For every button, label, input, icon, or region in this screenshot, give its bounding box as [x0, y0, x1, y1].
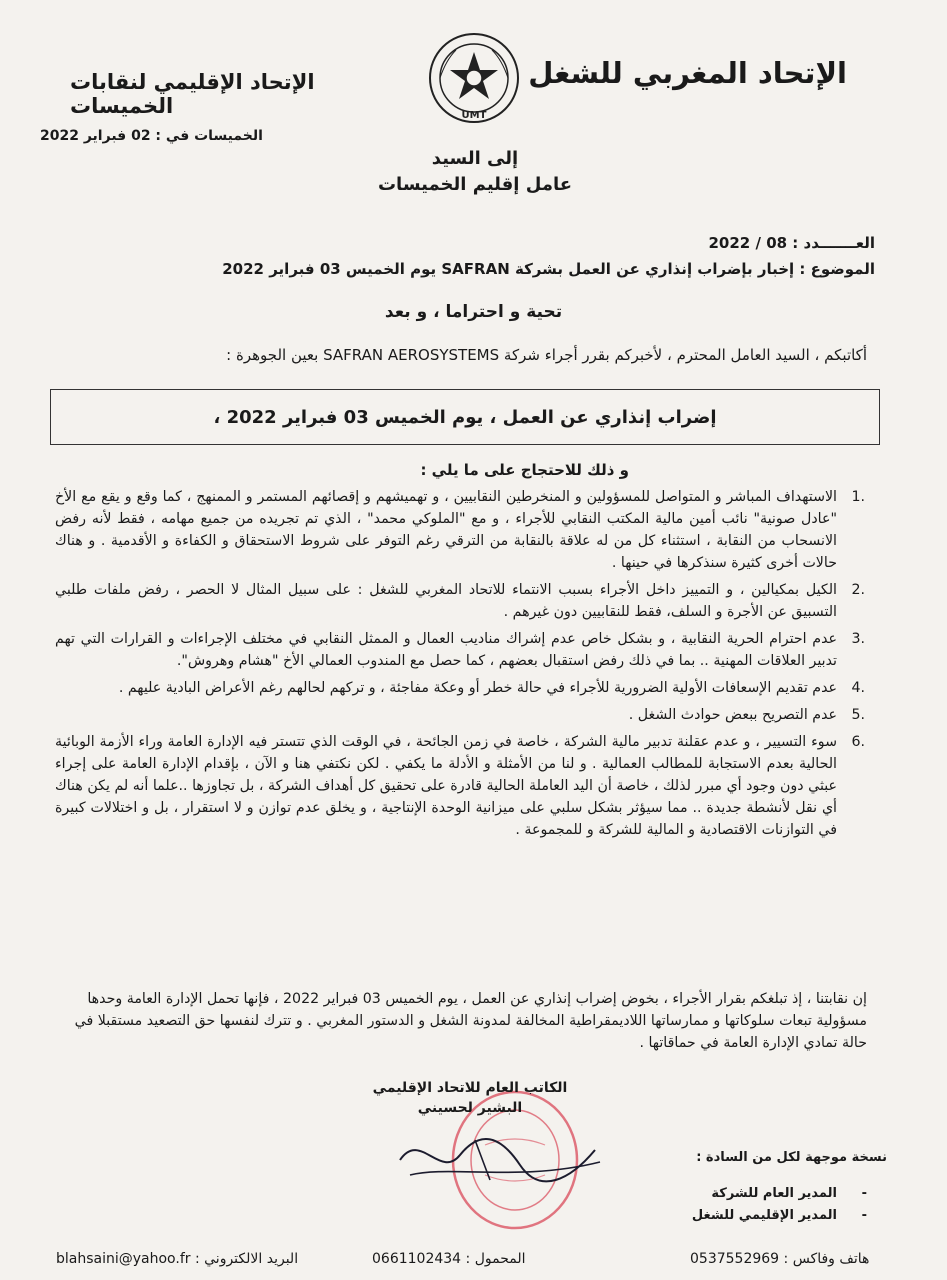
footer-email: البريد الالكتروني : blahsaini@yahoo.fr	[56, 1251, 299, 1267]
addressee-block	[240, 146, 710, 198]
union-emblem-icon	[426, 30, 522, 126]
copies-list	[567, 1183, 867, 1227]
handwritten-signature-icon	[380, 1120, 610, 1190]
header-right-title: الإتحاد المغربي للشغل	[528, 56, 847, 90]
list-item: 4. عدم تقديم الإسعافات الأولية الضرورية للأجراء في حالة خطر أو وعكة مفاجئة ، و تركهم لحالهم رغم الأعراض البادية عليهم .	[118, 680, 865, 696]
list-item: 1. الاستهداف المباشر و المتواصل للمسؤولين و المنخرطين النقابيين ، و تهميشهم و إقصائهم المستمر و الممنهج ، كما وقع و يقع مع الأخ "عادل صونية" نائب أمين مالية المكتب النقابي للأجراء ، و مع "الملوكي محمد" ، الذي تم تجريده من جميع مهامه ، فقط لأنه رفض الانسحاب من النقابة ، استثناء كل من له علاقة بالنقابة من الترقي رغم التوفر على شروط الاستحقاق و الكفاءة و الأقدمية . و هناك حالات أخرى كثيرة سنذكرها في حينها .	[55, 489, 865, 571]
list-item: -المدير العام للشركة	[711, 1186, 867, 1201]
logo-text: UMT	[461, 110, 487, 121]
signature-block	[345, 1078, 595, 1118]
addressee-line-1: إلى السيد	[431, 148, 519, 169]
date-line: الخميسات في : 02 فبراير 2022	[40, 128, 263, 144]
footer-mobile: المحمول : 0661102434	[372, 1251, 526, 1267]
list-item: 2. الكيل بمكيالين ، و التمييز داخل الأجراء بسبب الانتماء للاتحاد المغربي للشغل : على سبيل المثال لا الحصر ، رفض ملفات طلبي التسبيق عن الأجرة و السلف، فقط للنقابيين دون غيرهم .	[55, 582, 865, 620]
reasons-list	[55, 486, 865, 846]
list-item: 5. عدم التصريح ببعض حوادث الشغل .	[628, 707, 865, 723]
reference-number: العـــــــدد : 08 / 2022	[708, 234, 875, 252]
signatory-title: الكاتب العام للاتحاد الإقليمي	[372, 1080, 568, 1096]
conclusion-paragraph: إن نقابتنا ، إذ تبلغكم بقرار الأجراء ، بخوض إضراب إنذاري عن العمل ، يوم الخميس 03 فبراير 2022 ، فإنها تحمل الإدارة العامة وحدها مسؤولية تبعات سلوكاتها و ممارساتها اللاديمقراطية المخالفة لمدونة الشغل و الدستور المغربي . و تترك لنفسها حق التصعيد مستقبلا في حالة تمادي الإدارة العامة في حماقاتها .	[74, 991, 867, 1051]
greeting: تحية و احتراما ، و بعد	[384, 302, 563, 322]
copies-title: نسخة موجهة لكل من السادة :	[696, 1150, 887, 1165]
reference-subject: الموضوع : إخبار بإضراب إنذاري عن العمل بشركة SAFRAN يوم الخميس 03 فبراير 2022	[222, 260, 875, 278]
header-left-title: الإتحاد الإقليمي لنقابات الخميسات	[70, 70, 315, 118]
list-item: -المدير الإقليمي للشغل	[691, 1208, 867, 1223]
list-heading: و ذلك للاحتجاج على ما يلي :	[420, 461, 629, 479]
intro-paragraph: أكاتبكم ، السيد العامل المحترم ، لأخبركم بقرر أجراء شركة SAFRAN AEROSYSTEMS بعين الجوهرة :	[226, 346, 867, 364]
signatory-name: البشير لحسيني	[417, 1100, 523, 1116]
list-item: 3. عدم احترام الحرية النقابية ، و بشكل خاص عدم إشراك مناديب العمال و الممثل النقابي في مختلف الإجراءات و القرارات التي تهم تدبير العلاقات المهنية .. بما في ذلك رفض استقبال بعضهم ، كما حصل مع المندوب العمالي الأخ "هشام وهروش".	[55, 631, 865, 669]
strike-notice-text: إضراب إنذاري عن العمل ، يوم الخميس 03 فبراير 2022 ،	[213, 407, 717, 428]
addressee-line-2: عامل إقليم الخميسات	[377, 174, 573, 195]
strike-notice-box	[50, 389, 880, 445]
reference-block	[75, 230, 875, 282]
footer-fax: هاتف وفاكس : 0537552969	[690, 1251, 870, 1267]
list-item: 6. سوء التسيير ، و عدم عقلنة تدبير مالية الشركة ، خاصة في زمن الجائحة ، في الوقت الذي تتستر فيه الإدارة العامة وراء الأزمة الوبائية الحالية بعدم الاستجابة للمطالب العمالية . و لنا من الأمثلة و الأدلة ما يكفي . لكن نكتفي هنا و الآن ، بإقدام الإدارة العامة على إجراء عبثي دون وجود أي مبرر لذلك ، خاصة أن اليد العاملة الحالية قادرة على تحقيق كل أهداف الشركة ، بل تجاوزها ..علما أنه لم يكن هناك أي نقل لأنشطة جديدة .. مما سيؤثر بشكل سلبي على ميزانية الوحدة الإنتاجية ، و يخلق عدم توازن و لا استقرار ، بل و اختلالات كبيرة في التوازنات الاقتصادية و المالية للشركة و للمجموعة .	[55, 734, 865, 838]
